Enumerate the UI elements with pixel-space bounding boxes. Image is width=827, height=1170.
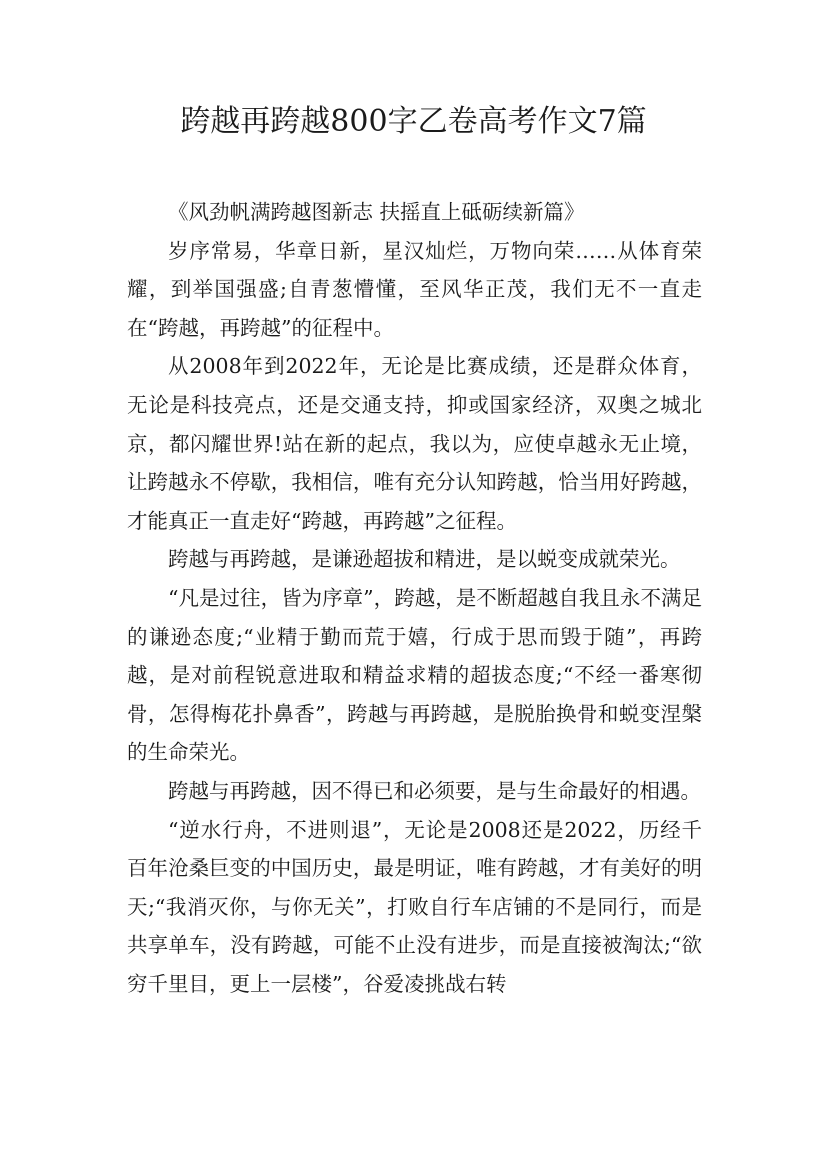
paragraph: 跨越与再跨越，是谦逊超拔和精进，是以蜕变成就荣光。 xyxy=(168,547,681,572)
paragraph: “凡是过往，皆为序章”，跨越，是不断超越自我且永不满足的谦逊态度;“业精于勤而荒于嬉，行成于思而毁于随”，再跨越，是对前程锐意进取和精益求精的超拔态度;“不经一番寒彻骨，怎得梅花扑鼻香”，跨越与再跨越，是脱胎换骨和蜕变涅槃的生命荣光。 xyxy=(127,585,702,765)
paragraph: 跨越与再跨越，因不得已和必须要，是与生命最好的相遇。 xyxy=(168,778,701,803)
document-body xyxy=(127,193,702,1003)
paragraph: 岁序常易，华章日新，星汉灿烂，万物向荣……从体育荣耀，到举国强盛;自青葱懵懂，至风华正茂，我们无不一直走在“跨越，再跨越”的征程中。 xyxy=(127,238,702,340)
paragraph: “逆水行舟，不进则退”，无论是2008还是2022，历经千百年沧桑巨变的中国历史，最是明证，唯有跨越，才有美好的明天;“我消灭你，与你无关”，打败自行车店铺的不是同行，而是共享单车，没有跨越，可能不止没有进步，而是直接被淘汰;“欲穷千里目，更上一层楼”，谷爱凌挑战右转 xyxy=(127,817,702,996)
essay-subtitle: 《风劲帆满跨越图新志 扶摇直上砥砺续新篇》 xyxy=(168,200,585,224)
document-title: 跨越再跨越800字乙卷高考作文7篇 xyxy=(180,104,647,139)
paragraph: 从2008年到2022年，无论是比赛成绩，还是群众体育，无论是科技亮点，还是交通支持，抑或国家经济，双奥之城北京，都闪耀世界!站在新的起点，我以为，应使卓越永无止境，让跨越永不停歇，我相信，唯有充分认知跨越，恰当用好跨越，才能真正一直走好“跨越，再跨越”之征程。 xyxy=(127,354,702,533)
